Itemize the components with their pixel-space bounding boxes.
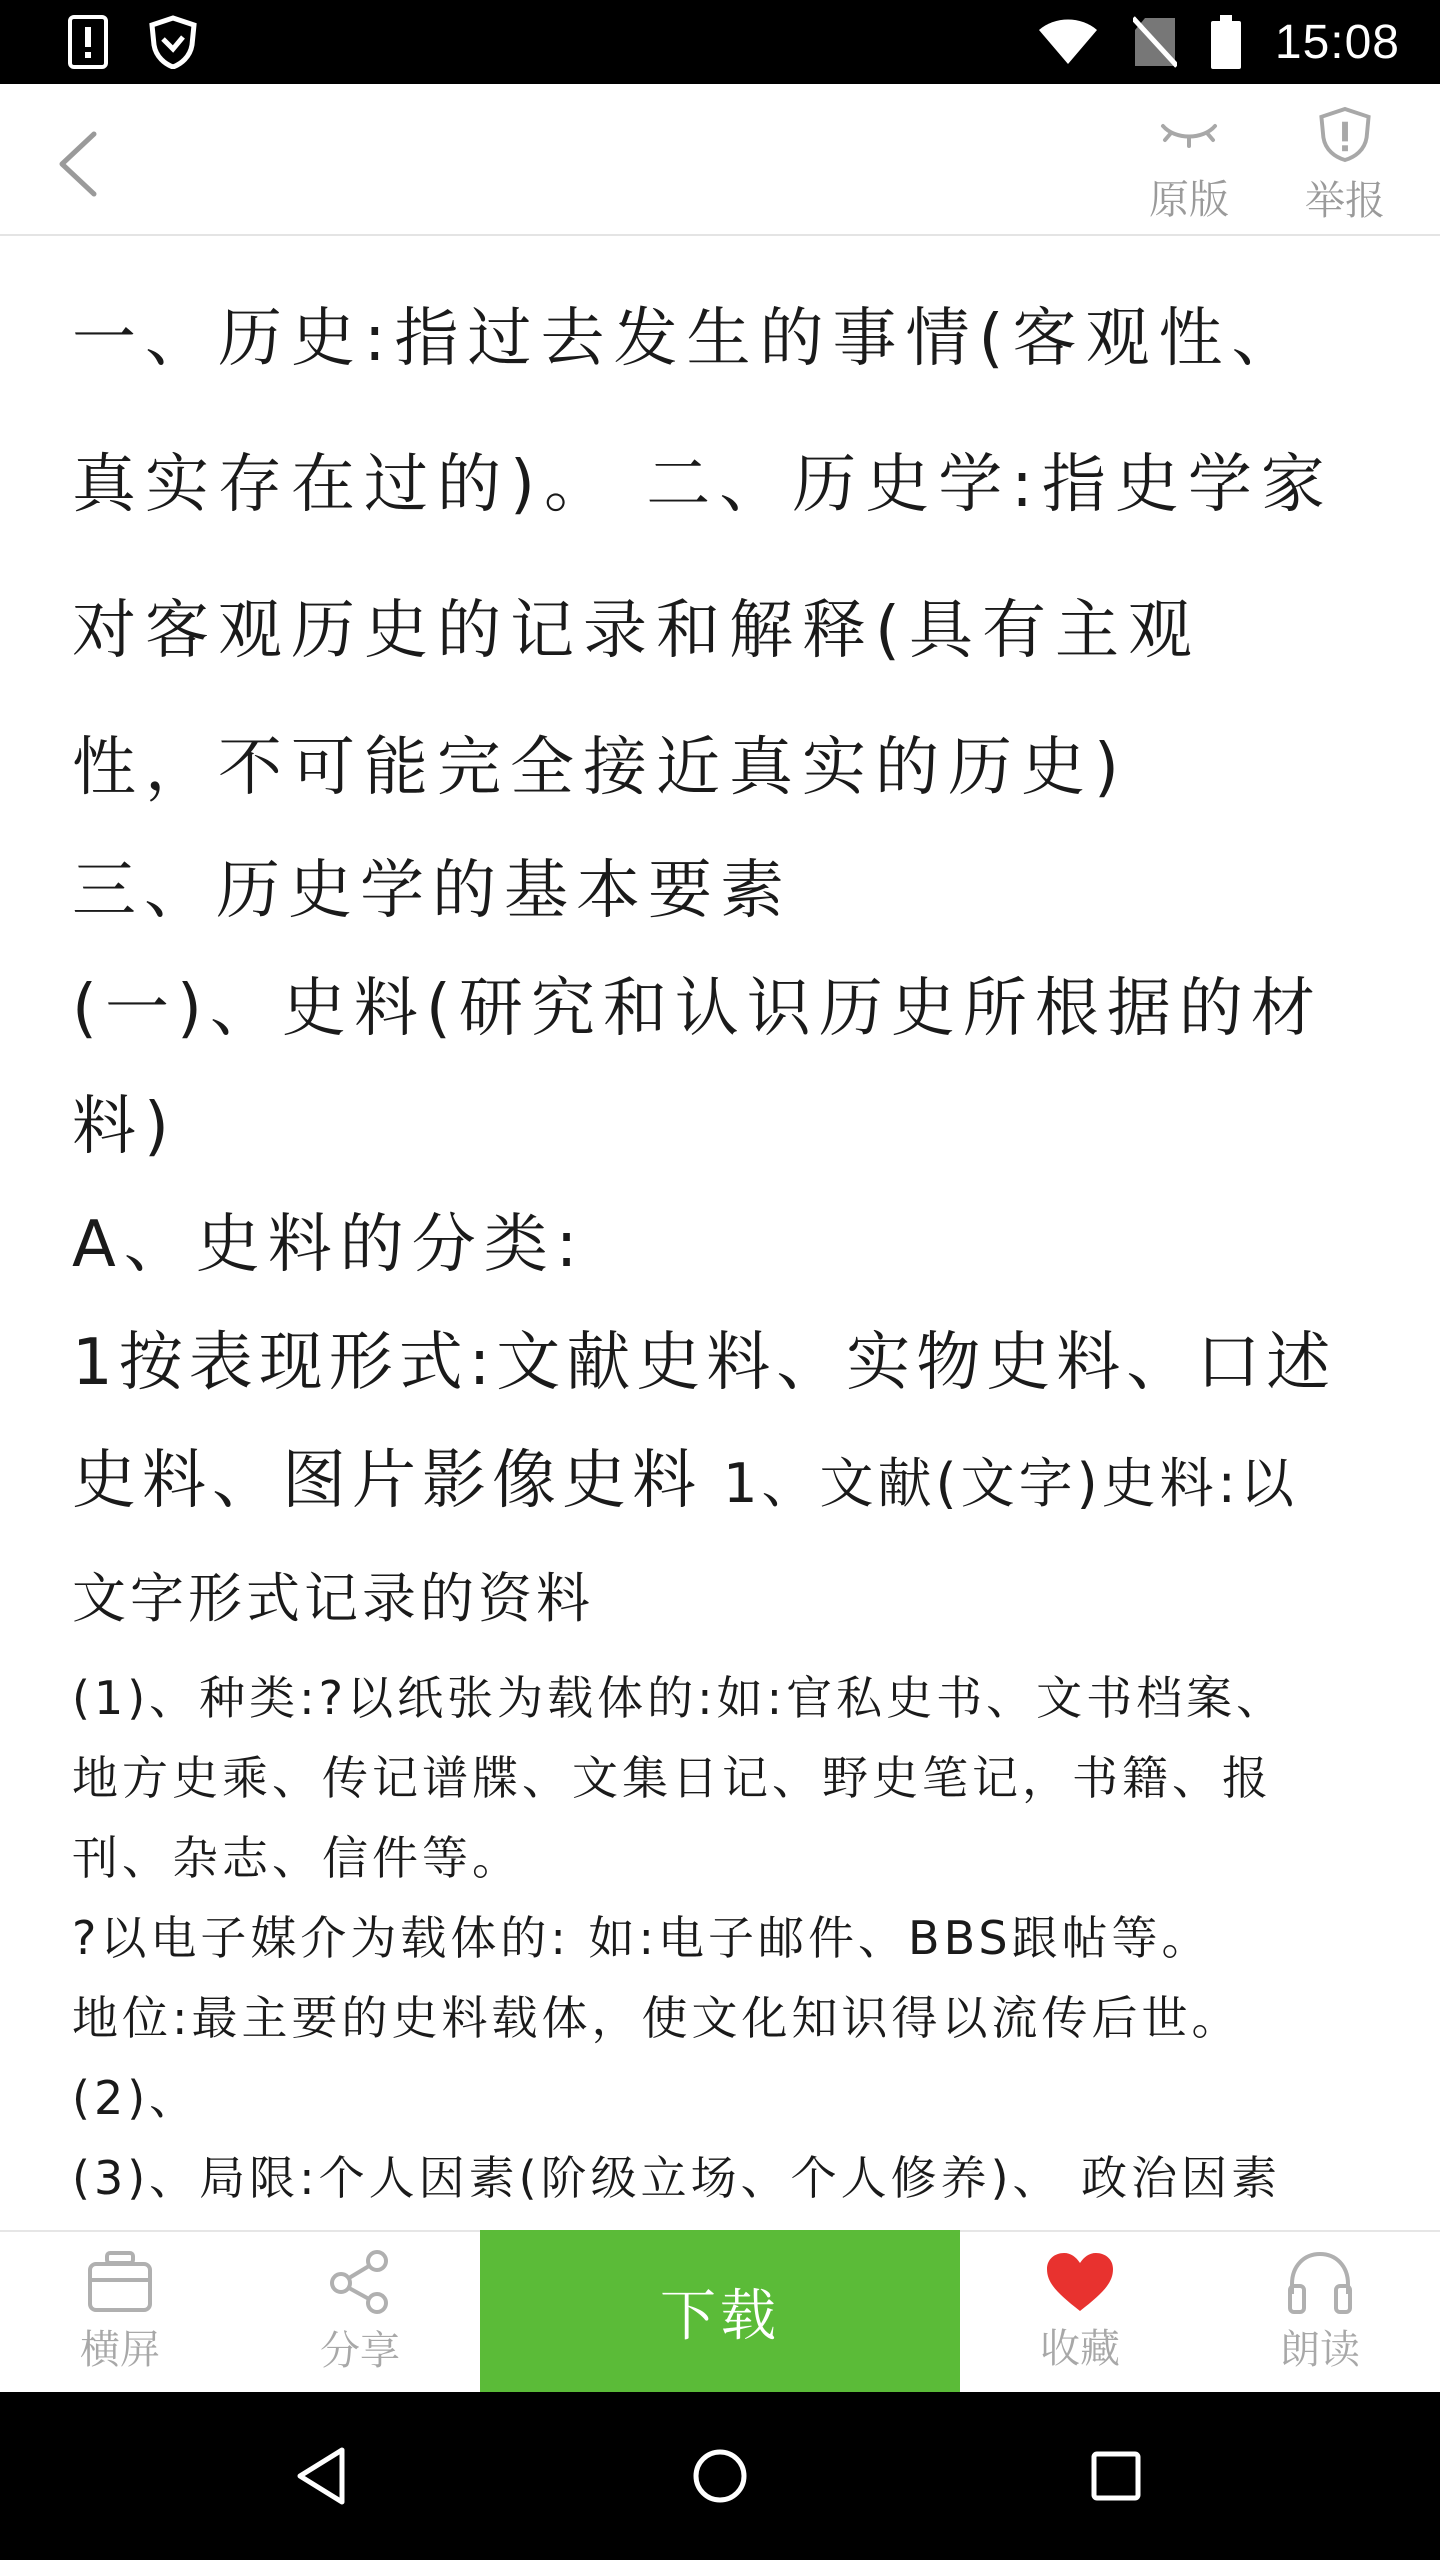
text-line: 真实存在过的)。 二、历史学:指史学家 (72, 448, 1334, 522)
landscape-button[interactable] (0, 2232, 240, 2392)
landscape-label: 横屏 (80, 2326, 160, 2373)
text-line: 对客观历史的记录和解释(具有主观 (72, 594, 1201, 668)
favorite-button[interactable] (960, 2232, 1200, 2392)
document-content (72, 236, 1412, 2236)
read-aloud-label: 朗读 (1280, 2326, 1360, 2373)
favorite-label: 收藏 (1040, 2325, 1120, 2372)
status-time: 15:08 (1274, 15, 1400, 69)
home-circle-icon (680, 2436, 760, 2516)
share-button[interactable] (240, 2232, 480, 2392)
text-line: 1按表现形式:文献史料、实物史料、口述 (72, 1326, 1337, 1400)
nav-recent-button[interactable] (1076, 2436, 1156, 2516)
text-line-part: 1、文献(文字)史料:以 (702, 1452, 1298, 1515)
back-triangle-icon (284, 2436, 364, 2516)
wifi-icon (1037, 18, 1099, 66)
closed-eye-icon (1157, 106, 1221, 162)
landscape-icon (87, 2250, 153, 2314)
read-aloud-button[interactable] (1200, 2232, 1440, 2392)
text-line: 一、历史:指过去发生的事情(客观性、 (72, 302, 1305, 376)
text-line: 文字形式记录的资料 (72, 1567, 594, 1630)
nav-back-button[interactable] (284, 2436, 364, 2516)
status-right (1003, 15, 1400, 70)
text-line: 料) (72, 1090, 177, 1164)
shield-icon (148, 15, 198, 69)
top-toolbar (0, 84, 1440, 236)
nav-home-button[interactable] (680, 2436, 760, 2516)
recent-square-icon (1076, 2436, 1156, 2516)
system-nav-bar (0, 2392, 1440, 2560)
text-line: (1)、种类:?以纸张为载体的:如:官私史书、文书档案、 (72, 1671, 1287, 1725)
original-version-button[interactable] (1134, 106, 1244, 226)
report-label: 举报 (1305, 178, 1385, 224)
bottom-toolbar (0, 2230, 1440, 2392)
text-line: A、史料的分类: (72, 1208, 586, 1282)
text-line: (一)、史料(研究和认识历史所根据的材 (72, 972, 1323, 1046)
no-sim-icon (1133, 16, 1177, 68)
text-line: 地位:最主要的史料载体，使文化知识得以流传后世。 (72, 1991, 1242, 2045)
alert-icon (68, 15, 108, 69)
text-line: ?以电子媒介为载体的: 如:电子邮件、BBS跟帖等。 (72, 1911, 1212, 1965)
status-left (68, 15, 238, 69)
original-version-label: 原版 (1149, 177, 1229, 223)
text-line: 刊、杂志、信件等。 (72, 1831, 522, 1885)
share-label: 分享 (320, 2327, 400, 2374)
report-button[interactable] (1290, 106, 1400, 226)
text-line-part: 史料、图片影像史料 (72, 1444, 702, 1518)
text-line: 地方史乘、传记谱牒、文集日记、野史笔记，书籍、报 (72, 1751, 1272, 1805)
text-line: (3)、局限:个人因素(阶级立场、个人修养)、 政治因素 (72, 2151, 1282, 2205)
back-button[interactable] (48, 124, 120, 204)
text-line: (2)、 (72, 2071, 200, 2125)
report-shield-icon (1317, 106, 1373, 163)
text-line (72, 1422, 1412, 1540)
status-bar (0, 0, 1440, 84)
text-line: 三、历史学的基本要素 (72, 854, 792, 928)
headphones-icon (1286, 2250, 1354, 2314)
download-button[interactable]: 下载 (480, 2230, 960, 2394)
battery-icon (1211, 15, 1241, 69)
share-icon (327, 2249, 393, 2315)
text-line: 性，不可能完全接近真实的历史) (72, 731, 1128, 805)
heart-icon (1045, 2251, 1115, 2313)
chevron-left-icon (48, 124, 120, 204)
